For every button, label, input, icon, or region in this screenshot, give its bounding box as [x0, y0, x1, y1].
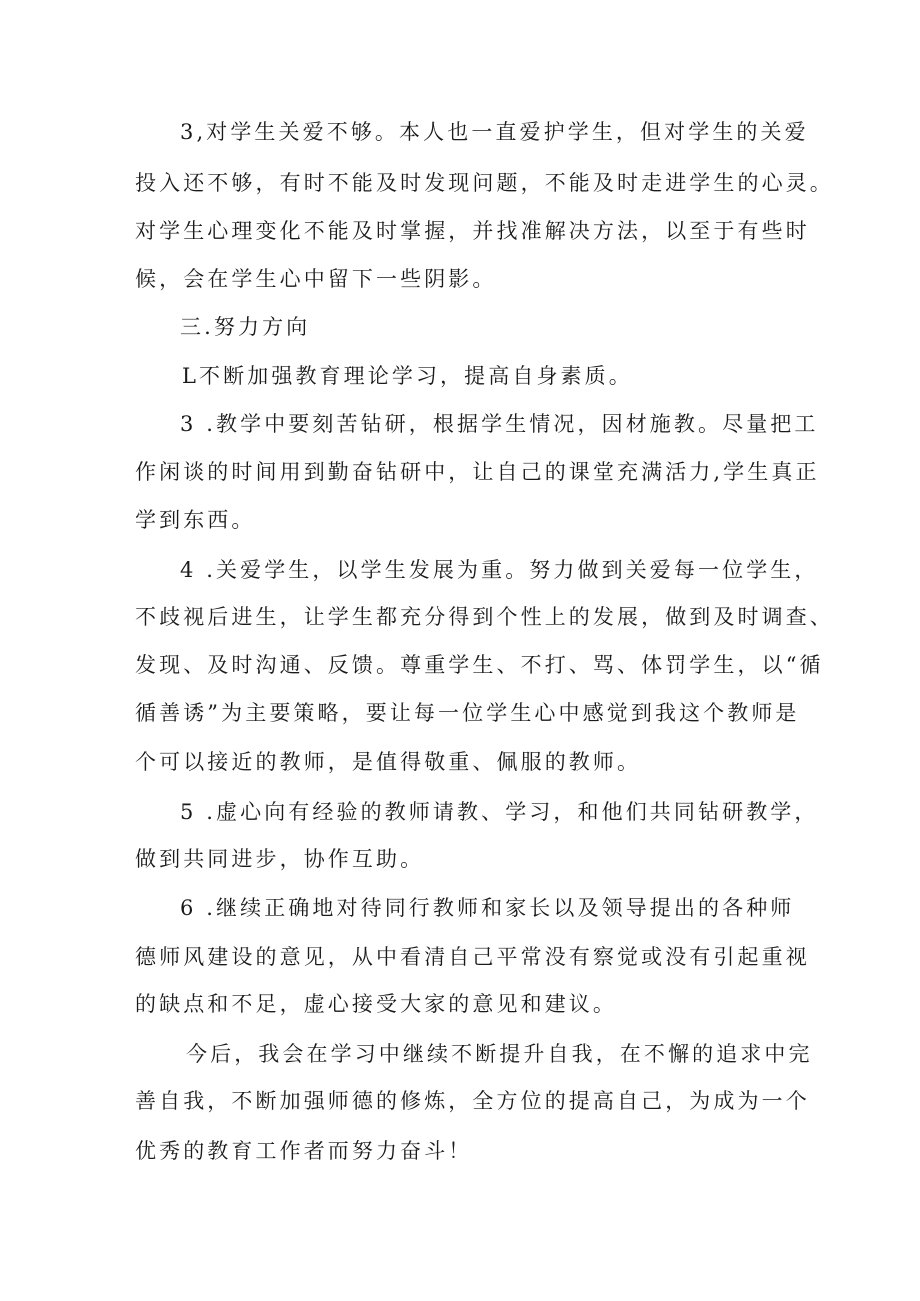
paragraph-1-line-2: 投入还不够，有时不能及时发现问题，不能及时走进学生的心灵。 [135, 171, 834, 195]
paragraph-6-line-2: 德师风建设的意见，从中看清自己平常没有察觉或没有引起重视 [135, 945, 810, 969]
paragraph-3-line-3: 学到东西。 [135, 508, 256, 532]
paragraph-7-line-2: 善自我，不断加强师德的修炼，全方位的提高自己，为成为一个 [135, 1089, 810, 1113]
paragraph-l-line-1: L不断加强教育理论学习，提高自身素质。 [182, 364, 633, 388]
paragraph-6-line-3: 的缺点和不足，虚心接受大家的意见和建议。 [135, 992, 617, 1016]
paragraph-5-line-1: 5 .虚心向有经验的教师请教、学习，和他们共同钻研教学， [180, 800, 819, 824]
paragraph-7-line-3: 优秀的教育工作者而努力奋斗！ [135, 1139, 473, 1163]
paragraph-3-line-1: 3 .教学中要刻苦钻研，根据学生情况，因材施教。尽量把工 [180, 412, 819, 436]
paragraph-4-line-4: 循善诱”为主要策略，要让每一位学生心中感觉到我这个教师是 [135, 701, 800, 725]
paragraph-1-line-3: 对学生心理变化不能及时掌握，并找准解决方法，以至于有些时 [135, 219, 810, 243]
paragraph-1-line-1: 3,对学生关爱不够。本人也一直爱护学生，但对学生的关爱 [180, 120, 809, 144]
paragraph-1-line-4: 候，会在学生心中留下一些阴影。 [135, 267, 497, 291]
paragraph-4-line-3: 发现、及时沟通、反馈。尊重学生、不打、骂、体罚学生，以“循 [135, 653, 824, 677]
paragraph-4-line-2: 不歧视后进生，让学生都充分得到个性上的发展，做到及时调查、 [135, 605, 834, 629]
paragraph-5-line-2: 做到共同进步，协作互助。 [135, 847, 425, 871]
paragraph-3-line-2: 作闲谈的时间用到勤奋钻研中，让自己的课堂充满活力,学生真正 [135, 460, 820, 484]
paragraph-4-line-1: 4 .关爱学生，以学生发展为重。努力做到关爱每一位学生， [180, 558, 819, 582]
paragraph-6-line-1: 6 .继续正确地对待同行教师和家长以及领导提出的各种师 [180, 896, 795, 920]
paragraph-4-line-5: 个可以接近的教师，是值得敬重、佩服的教师。 [135, 750, 642, 774]
paragraph-7-line-1: 今后，我会在学习中继续不断提升自我，在不懈的追求中完 [186, 1042, 813, 1066]
section-heading: 三.努力方向 [180, 315, 311, 339]
